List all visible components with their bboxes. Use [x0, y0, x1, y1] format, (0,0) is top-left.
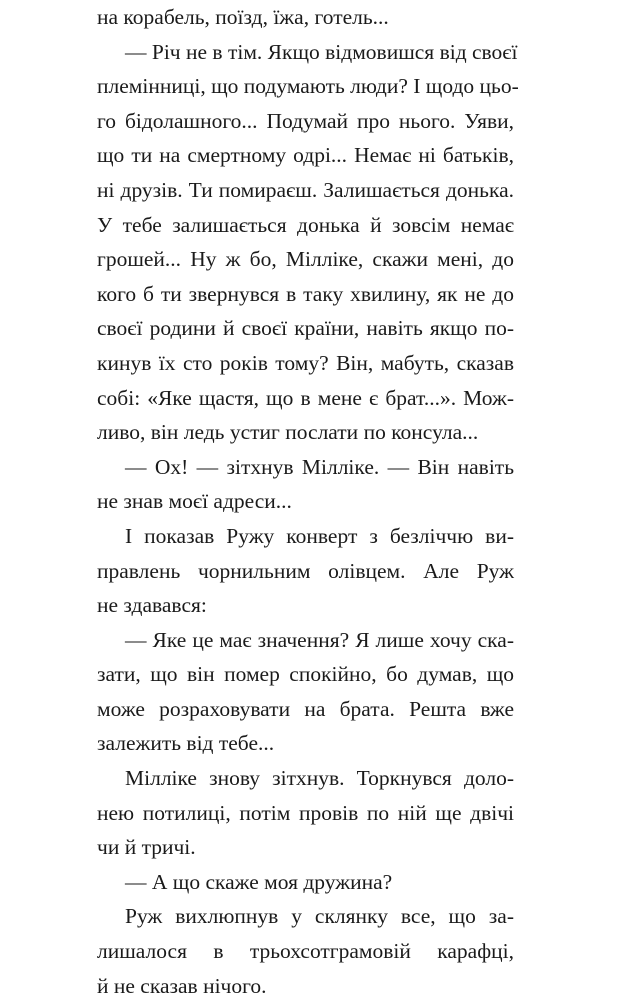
- book-page-text: [97, 0, 519, 1003]
- text-line: не здавався:: [97, 593, 207, 618]
- text-line: ні друзів. Ти помираєш. Залишається донька.: [97, 177, 514, 202]
- text-line: собі: «Яке щастя, що в мене є брат...». Мож-: [97, 385, 514, 410]
- text-line: й не сказав нічого.: [97, 973, 267, 998]
- text-line: залежить від тебе...: [97, 731, 275, 756]
- text-line: — А що скаже моя дружина?: [125, 869, 393, 894]
- text-line: не знав моєї адреси...: [97, 489, 292, 514]
- text-line: ливо, він ледь устиг послати по консула...: [97, 420, 479, 445]
- text-line: грошей... Ну ж бо, Мілліке, скажи мені, до: [97, 247, 514, 272]
- text-line: кого б ти звернувся в таку хвилину, як не до: [97, 281, 514, 306]
- text-line: може розраховувати на брата. Решта вже: [97, 696, 514, 721]
- text-line: на корабель, поїзд, їжа, готель...: [97, 5, 389, 29]
- text-line: своєї родини й своєї країни, навіть якщо по-: [97, 316, 514, 341]
- text-line: го бідолашного... Подумай про нього. Уяви,: [97, 108, 514, 133]
- text-line: нею потилиці, потім провів по ній ще двічі: [97, 800, 514, 825]
- text-line: — Яке це має значення? Я лише хочу ска-: [125, 627, 514, 652]
- text-line: — Ох! — зітхнув Мілліке. — Він навіть: [125, 454, 514, 479]
- text-line: У тебе залишається донька й зовсім немає: [97, 212, 514, 237]
- text-line: племінниці, що подумають люди? І щодо цьо-: [97, 74, 519, 99]
- text-line: лишалося в трьохсотграмовій карафці,: [97, 939, 514, 964]
- text-line: правлень чорнильним олівцем. Але Руж: [97, 558, 514, 583]
- text-line: — Річ не в тім. Якщо відмовишся від своєї: [125, 39, 518, 64]
- text-line: чи й тричі.: [97, 835, 196, 860]
- text-line: що ти на смертному одрі... Немає ні батьків,: [97, 143, 514, 168]
- text-line: І показав Ружу конверт з безліччю ви-: [125, 523, 514, 548]
- text-line: Руж вихлюпнув у склянку все, що за-: [125, 904, 514, 929]
- text-line: Мілліке знову зітхнув. Торкнувся доло-: [125, 766, 514, 791]
- text-line: зати, що він помер спокійно, бо думав, що: [97, 662, 514, 687]
- text-line: кинув їх сто років тому? Він, мабуть, сказав: [97, 350, 514, 375]
